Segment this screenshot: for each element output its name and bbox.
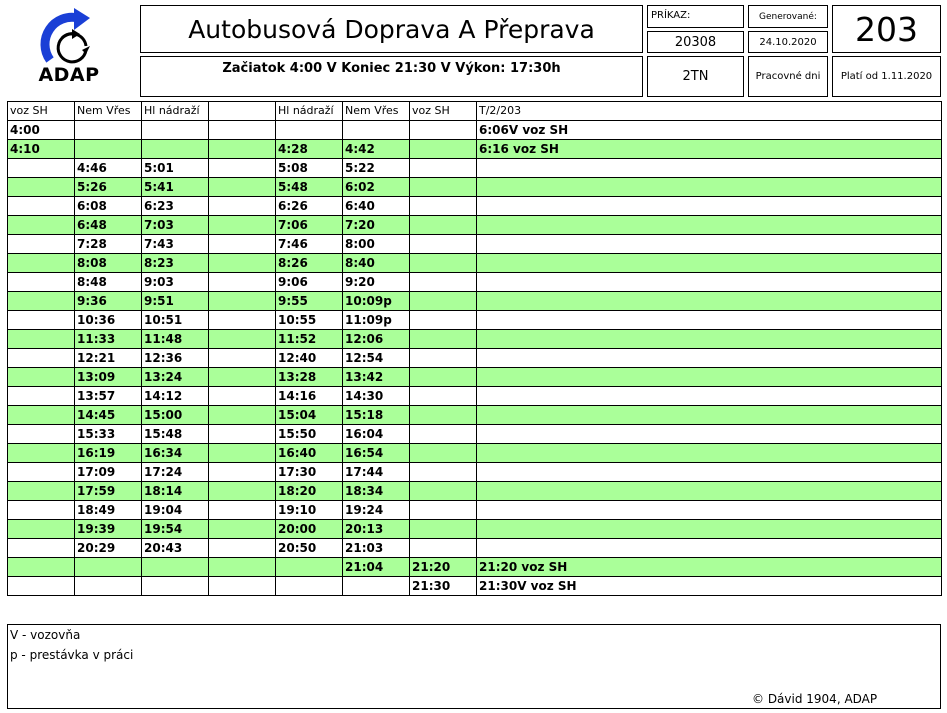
column-header: voz SH [410,102,477,121]
time-cell: 15:48 [142,425,209,444]
time-cell [477,216,942,235]
column-header: Nem Vřes [75,102,142,121]
table-row [8,121,942,140]
time-cell [142,577,209,596]
page-title: Autobusová Doprava A Přeprava [140,5,643,53]
time-cell: 12:06 [343,330,410,349]
table-row [8,558,942,577]
time-cell: 17:59 [75,482,142,501]
time-cell [8,387,75,406]
time-cell [8,463,75,482]
time-cell: 12:54 [343,349,410,368]
time-cell: 19:24 [343,501,410,520]
time-cell [75,577,142,596]
time-cell: 20:29 [75,539,142,558]
time-cell: 7:06 [276,216,343,235]
generated-label: Generované: [748,5,828,28]
time-cell [410,235,477,254]
time-cell [477,539,942,558]
time-cell: 11:33 [75,330,142,349]
time-cell [477,520,942,539]
time-cell [209,577,276,596]
time-cell: 6:26 [276,197,343,216]
time-cell [8,178,75,197]
time-cell: 5:22 [343,159,410,178]
time-cell: 15:33 [75,425,142,444]
time-cell: 6:40 [343,197,410,216]
time-cell [410,159,477,178]
time-cell: 6:23 [142,197,209,216]
time-cell: 10:51 [142,311,209,330]
logo-text: ADAP [38,64,100,86]
time-cell: 11:48 [142,330,209,349]
time-cell [410,197,477,216]
time-cell [142,558,209,577]
time-cell [8,558,75,577]
time-cell [276,558,343,577]
time-cell [8,368,75,387]
time-cell: 10:55 [276,311,343,330]
time-cell [477,425,942,444]
time-cell [209,292,276,311]
time-cell: 21:30 [410,577,477,596]
time-cell: 8:48 [75,273,142,292]
time-cell: 6:02 [343,178,410,197]
time-cell: 17:09 [75,463,142,482]
time-cell: 10:36 [75,311,142,330]
time-cell [477,159,942,178]
time-cell [8,349,75,368]
copyright: © Dávid 1904, ADAP [752,692,878,706]
time-cell: 18:14 [142,482,209,501]
shift-summary: Začiatok 4:00 V Koniec 21:30 V Výkon: 17:30h [140,56,643,97]
time-cell: 13:42 [343,368,410,387]
table-row [8,330,942,349]
table-row [8,349,942,368]
time-cell [410,463,477,482]
time-cell [410,121,477,140]
time-cell [8,520,75,539]
column-header: Hl nádraží [142,102,209,121]
vehicle-code: 2TN [647,56,744,97]
time-cell [410,520,477,539]
time-cell [209,140,276,159]
time-cell: 9:03 [142,273,209,292]
time-cell [209,482,276,501]
table-row [8,140,942,159]
time-cell: 7:43 [142,235,209,254]
time-cell [410,273,477,292]
time-cell: 12:40 [276,349,343,368]
time-cell: 4:00 [8,121,75,140]
generated-date: 24.10.2020 [748,31,828,53]
table-row [8,425,942,444]
time-cell [209,254,276,273]
time-cell: 9:55 [276,292,343,311]
route-number: 203 [832,5,941,53]
time-cell [410,425,477,444]
time-cell: 8:00 [343,235,410,254]
legend-p: p - prestávka v práci [10,648,134,662]
time-cell: 18:20 [276,482,343,501]
time-cell: 7:20 [343,216,410,235]
time-cell: 5:41 [142,178,209,197]
time-cell [209,444,276,463]
time-cell: 17:44 [343,463,410,482]
table-row [8,406,942,425]
time-cell: 9:20 [343,273,410,292]
time-cell [8,216,75,235]
time-cell: 21:20 voz SH [477,558,942,577]
time-cell [477,273,942,292]
table-row [8,273,942,292]
time-cell [209,311,276,330]
time-cell [209,216,276,235]
time-cell: 8:26 [276,254,343,273]
time-cell [209,273,276,292]
time-cell [8,482,75,501]
time-cell: 16:19 [75,444,142,463]
time-cell: 21:30V voz SH [477,577,942,596]
time-cell: 13:09 [75,368,142,387]
time-cell [410,501,477,520]
time-cell: 17:24 [142,463,209,482]
time-cell [209,520,276,539]
time-cell: 21:20 [410,558,477,577]
time-cell [75,558,142,577]
time-cell [410,349,477,368]
time-cell [8,235,75,254]
time-cell: 16:54 [343,444,410,463]
time-cell [477,463,942,482]
time-cell: 6:08 [75,197,142,216]
time-cell [410,292,477,311]
schedule-table [7,101,942,596]
time-cell: 20:00 [276,520,343,539]
time-cell: 11:52 [276,330,343,349]
time-cell: 15:50 [276,425,343,444]
time-cell: 17:30 [276,463,343,482]
time-cell [8,577,75,596]
table-row [8,254,942,273]
time-cell [209,121,276,140]
time-cell [410,178,477,197]
time-cell: 16:04 [343,425,410,444]
time-cell [410,406,477,425]
time-cell: 14:16 [276,387,343,406]
notes-box [7,624,941,709]
time-cell [8,292,75,311]
time-cell: 13:28 [276,368,343,387]
table-row [8,197,942,216]
time-cell [410,482,477,501]
time-cell: 8:23 [142,254,209,273]
time-cell [410,330,477,349]
time-cell [477,330,942,349]
time-cell: 4:42 [343,140,410,159]
time-cell: 8:40 [343,254,410,273]
time-cell: 19:10 [276,501,343,520]
time-cell: 5:48 [276,178,343,197]
time-cell: 19:04 [142,501,209,520]
table-row [8,387,942,406]
time-cell [8,311,75,330]
table-row [8,482,942,501]
time-cell: 4:46 [75,159,142,178]
time-cell [209,501,276,520]
time-cell [142,121,209,140]
time-cell: 18:34 [343,482,410,501]
time-cell: 13:24 [142,368,209,387]
time-cell [477,406,942,425]
order-number: 20308 [647,31,744,53]
time-cell: 7:28 [75,235,142,254]
time-cell: 16:34 [142,444,209,463]
time-cell: 18:49 [75,501,142,520]
time-cell: 14:45 [75,406,142,425]
time-cell: 6:06V voz SH [477,121,942,140]
time-cell [410,387,477,406]
time-cell: 4:28 [276,140,343,159]
time-cell [209,558,276,577]
time-cell: 20:13 [343,520,410,539]
time-cell: 11:09p [343,311,410,330]
time-cell: 6:16 voz SH [477,140,942,159]
column-header: voz SH [8,102,75,121]
time-cell [8,444,75,463]
table-row [8,368,942,387]
time-cell [477,254,942,273]
time-cell [75,140,142,159]
table-row [8,539,942,558]
time-cell [410,368,477,387]
time-cell [477,197,942,216]
operating-days: Pracovné dni [748,56,828,97]
time-cell [276,121,343,140]
time-cell: 5:08 [276,159,343,178]
time-cell [477,482,942,501]
table-row [8,577,942,596]
time-cell [209,178,276,197]
time-cell: 21:04 [343,558,410,577]
time-cell: 14:30 [343,387,410,406]
time-cell [276,577,343,596]
time-cell: 10:09p [343,292,410,311]
table-row [8,216,942,235]
time-cell [142,140,209,159]
time-cell [209,406,276,425]
time-cell [410,254,477,273]
table-row [8,235,942,254]
time-cell [209,349,276,368]
time-cell: 19:54 [142,520,209,539]
time-cell: 20:50 [276,539,343,558]
time-cell [8,159,75,178]
time-cell: 19:39 [75,520,142,539]
time-cell: 7:46 [276,235,343,254]
time-cell [410,140,477,159]
column-header: Nem Vřes [343,102,410,121]
column-header [209,102,276,121]
time-cell [477,292,942,311]
time-cell: 12:21 [75,349,142,368]
time-cell [410,539,477,558]
time-cell [410,311,477,330]
time-cell: 15:18 [343,406,410,425]
time-cell: 6:48 [75,216,142,235]
time-cell [209,463,276,482]
time-cell [477,368,942,387]
time-cell [8,197,75,216]
time-cell [209,330,276,349]
time-cell [343,121,410,140]
time-cell: 15:04 [276,406,343,425]
time-cell: 4:10 [8,140,75,159]
time-cell: 16:40 [276,444,343,463]
time-cell [209,425,276,444]
time-cell: 8:08 [75,254,142,273]
time-cell [209,159,276,178]
table-row [8,159,942,178]
time-cell [477,349,942,368]
time-cell: 7:03 [142,216,209,235]
time-cell [8,501,75,520]
time-cell: 14:12 [142,387,209,406]
table-row [8,292,942,311]
time-cell: 9:36 [75,292,142,311]
table-row [8,520,942,539]
time-cell: 5:01 [142,159,209,178]
time-cell [209,387,276,406]
legend-v: V - vozovňa [10,628,81,642]
time-cell [410,216,477,235]
time-cell [477,235,942,254]
table-row [8,311,942,330]
time-cell: 9:06 [276,273,343,292]
time-cell [209,235,276,254]
table-row [8,463,942,482]
time-cell [477,444,942,463]
time-cell [477,178,942,197]
table-row [8,444,942,463]
time-cell [410,444,477,463]
time-cell [343,577,410,596]
time-cell [8,425,75,444]
time-cell: 5:26 [75,178,142,197]
time-cell: 15:00 [142,406,209,425]
time-cell [209,197,276,216]
time-cell: 12:36 [142,349,209,368]
table-row [8,501,942,520]
time-cell: 13:57 [75,387,142,406]
time-cell [8,273,75,292]
time-cell [209,539,276,558]
table-header-row [8,102,942,121]
time-cell [477,387,942,406]
time-cell [8,330,75,349]
time-cell: 9:51 [142,292,209,311]
time-cell: 20:43 [142,539,209,558]
time-cell [8,406,75,425]
valid-from: Platí od 1.11.2020 [832,56,941,97]
time-cell [75,121,142,140]
time-cell [209,368,276,387]
time-cell: 21:03 [343,539,410,558]
table-row [8,178,942,197]
order-label: PRÍKAZ: [647,5,744,28]
time-cell [8,254,75,273]
column-header: T/2/203 [477,102,942,121]
time-cell [477,501,942,520]
column-header: Hl nádraží [276,102,343,121]
time-cell [8,539,75,558]
time-cell [477,311,942,330]
